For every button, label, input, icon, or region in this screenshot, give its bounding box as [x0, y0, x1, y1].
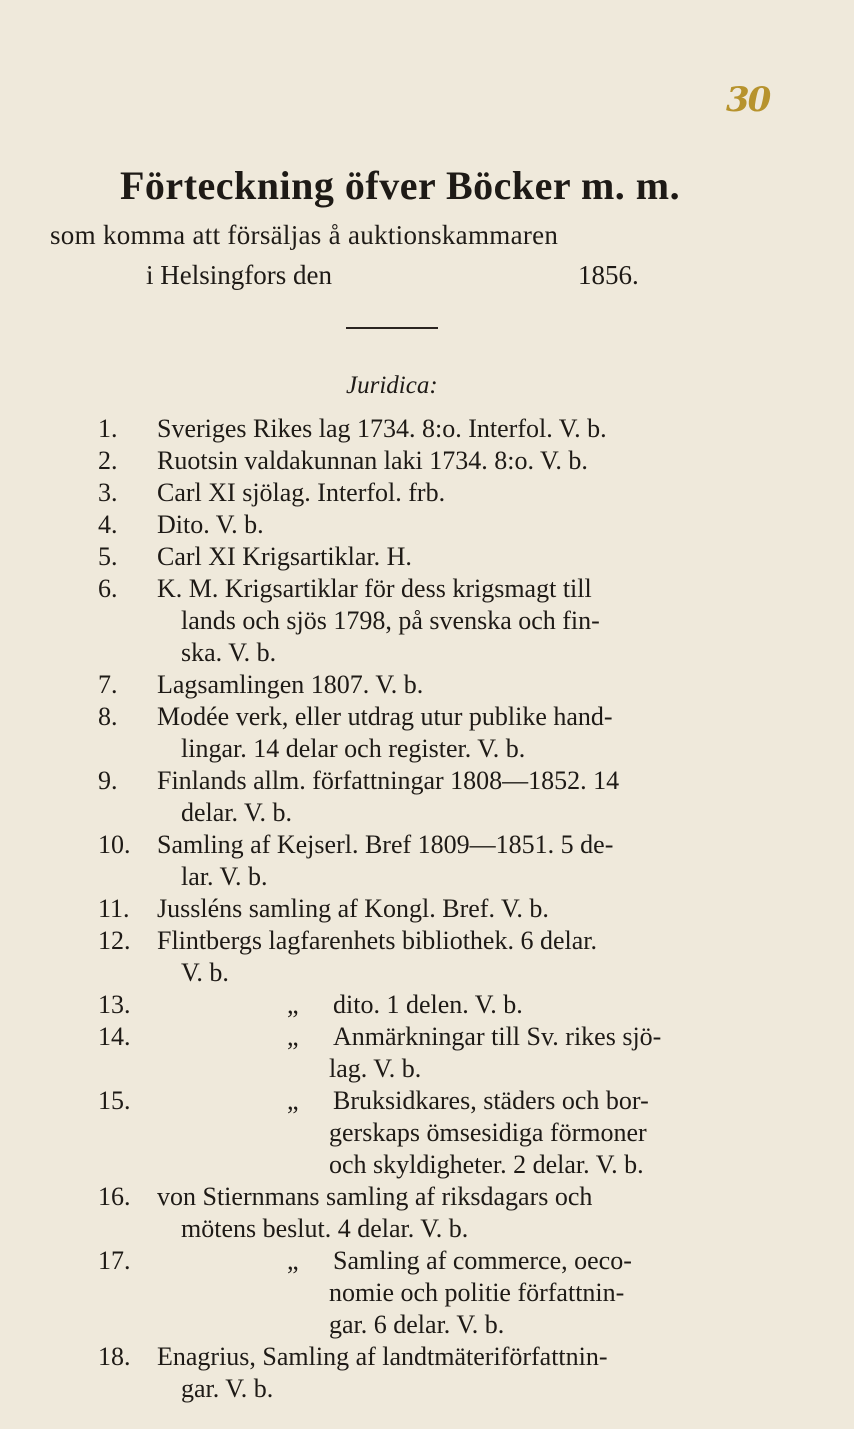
item-text	[157, 1245, 729, 1341]
list-item	[0, 989, 854, 1021]
item-line: lingar. 14 delar och register. V. b.	[181, 734, 526, 763]
item-text	[157, 509, 729, 541]
item-line: nomie och politie författnin-	[329, 1278, 625, 1307]
item-number: 14.	[98, 1022, 131, 1051]
list-item	[0, 765, 854, 829]
list-item	[0, 925, 854, 989]
item-text	[157, 477, 729, 509]
item-text	[157, 573, 729, 669]
item-number: 15.	[98, 1086, 131, 1115]
item-line: „ Anmärkningar till Sv. rikes sjö-	[287, 1022, 662, 1051]
list-item	[0, 509, 854, 541]
item-line: von Stiernmans samling af riksdagars och	[157, 1182, 593, 1211]
item-text	[157, 1181, 729, 1245]
item-line: Ruotsin valdakunnan laki 1734. 8:o. V. b.	[157, 446, 588, 475]
page-number: 30	[726, 80, 770, 120]
item-line: Enagrius, Samling af landtmäteriförfattnin-	[157, 1342, 608, 1371]
ditto-mark: „	[287, 1022, 299, 1051]
list-item	[0, 541, 854, 573]
item-number: 10.	[98, 830, 131, 859]
item-line: ska. V. b.	[181, 638, 277, 667]
item-text	[157, 541, 729, 573]
item-number: 2.	[98, 446, 118, 475]
item-line: gar. 6 delar. V. b.	[329, 1310, 505, 1339]
page-subtitle: som komma att försäljas å auktionskammaren	[50, 220, 559, 250]
list-item	[0, 701, 854, 765]
list-item	[0, 477, 854, 509]
item-text	[157, 829, 729, 893]
item-line: Carl XI sjölag. Interfol. frb.	[157, 478, 446, 507]
item-line: gerskaps ömsesidiga förmoner	[329, 1118, 647, 1147]
list-item	[0, 413, 854, 445]
page-title: Förteckning öfver Böcker m. m.	[120, 163, 681, 208]
item-text	[157, 893, 729, 925]
section-heading: Juridica:	[346, 372, 438, 399]
ditto-mark: „	[287, 990, 299, 1019]
item-number: 7.	[98, 670, 118, 699]
item-line: lands och sjös 1798, på svenska och fin-	[181, 606, 600, 635]
item-line: Samling af Kejserl. Bref 1809—1851. 5 de-	[157, 830, 614, 859]
item-text	[157, 1341, 729, 1405]
item-number: 18.	[98, 1342, 131, 1371]
list-item	[0, 1245, 854, 1341]
item-text	[157, 925, 729, 989]
item-number: 12.	[98, 926, 131, 955]
item-line: lag. V. b.	[329, 1054, 422, 1083]
item-text	[157, 765, 729, 829]
auction-year: 1856.	[578, 260, 639, 290]
item-line: Dito. V. b.	[157, 510, 264, 539]
item-line: „ Samling af commerce, oeco-	[287, 1246, 632, 1275]
item-line: lar. V. b.	[181, 862, 268, 891]
item-text	[157, 413, 729, 445]
item-line: delar. V. b.	[181, 798, 292, 827]
auction-place: i Helsingfors den	[146, 260, 332, 290]
item-number: 11.	[98, 894, 130, 923]
list-item	[0, 573, 854, 669]
item-number: 9.	[98, 766, 118, 795]
item-line: „ Bruksidkares, städers och bor-	[287, 1086, 649, 1115]
item-line: V. b.	[181, 958, 229, 987]
list-item	[0, 893, 854, 925]
list-item	[0, 1021, 854, 1085]
title-divider	[346, 327, 438, 329]
item-line: Finlands allm. författningar 1808—1852. 14	[157, 766, 620, 795]
item-number: 16.	[98, 1182, 131, 1211]
item-number: 1.	[98, 414, 118, 443]
item-line: mötens beslut. 4 delar. V. b.	[181, 1214, 469, 1243]
ditto-mark: „	[287, 1086, 299, 1115]
item-number: 4.	[98, 510, 118, 539]
item-number: 6.	[98, 574, 118, 603]
item-line: Sveriges Rikes lag 1734. 8:o. Interfol. V. b.	[157, 414, 607, 443]
item-line: Carl XI Krigsartiklar. H.	[157, 542, 412, 571]
item-line: gar. V. b.	[181, 1374, 274, 1403]
item-line: och skyldigheter. 2 delar. V. b.	[329, 1150, 644, 1179]
item-number: 8.	[98, 702, 118, 731]
list-item	[0, 445, 854, 477]
item-text	[157, 669, 729, 701]
item-number: 5.	[98, 542, 118, 571]
item-number: 3.	[98, 478, 118, 507]
list-item	[0, 1181, 854, 1245]
item-text	[157, 989, 729, 1021]
item-number: 13.	[98, 990, 131, 1019]
item-text	[157, 1021, 729, 1085]
item-line: K. M. Krigsartiklar för dess krigsmagt till	[157, 574, 592, 603]
list-item	[0, 1085, 854, 1181]
ditto-mark: „	[287, 1246, 299, 1275]
item-line: Lagsamlingen 1807. V. b.	[157, 670, 424, 699]
item-number: 17.	[98, 1246, 131, 1275]
item-line: Flintbergs lagfarenhets bibliothek. 6 delar.	[157, 926, 597, 955]
list-item	[0, 1341, 854, 1405]
item-line: „ dito. 1 delen. V. b.	[287, 990, 523, 1019]
item-line: Jussléns samling af Kongl. Bref. V. b.	[157, 894, 549, 923]
list-item	[0, 829, 854, 893]
item-text	[157, 445, 729, 477]
item-text	[157, 1085, 729, 1181]
list-item	[0, 669, 854, 701]
item-line: Modée verk, eller utdrag utur publike hand-	[157, 702, 613, 731]
item-text	[157, 701, 729, 765]
